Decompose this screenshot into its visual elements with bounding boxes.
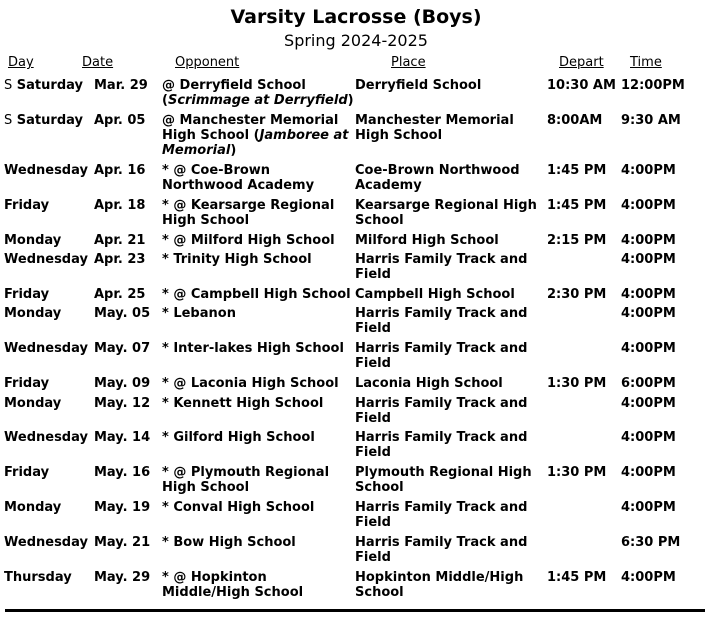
row-day: Friday bbox=[4, 287, 50, 302]
row-time: 4:00PM bbox=[621, 198, 676, 213]
row-time: 4:00PM bbox=[621, 252, 676, 267]
row-date: Apr. 16 bbox=[94, 163, 146, 178]
row-date: Apr. 23 bbox=[94, 252, 146, 267]
row-opponent: * @ Kearsarge Regional High School bbox=[162, 198, 335, 228]
row-day: Friday bbox=[4, 198, 50, 213]
row-date: May. 29 bbox=[94, 570, 151, 585]
table-row bbox=[4, 163, 691, 198]
row-depart: 2:15 PM bbox=[547, 233, 607, 248]
column-header-opponent: Opponent bbox=[175, 55, 240, 70]
row-place: Kearsarge Regional High School bbox=[355, 198, 537, 228]
row-opponent: @ Derryfield School bbox=[162, 78, 306, 93]
row-day: Wednesday bbox=[4, 430, 88, 445]
row-date: May. 07 bbox=[94, 341, 151, 356]
table-row bbox=[4, 287, 691, 306]
row-place: Milford High School bbox=[355, 233, 499, 248]
table-row bbox=[4, 376, 691, 396]
row-opponent: @ Manchester Memorial High School bbox=[162, 113, 339, 143]
row-opponent: * Lebanon bbox=[162, 306, 236, 321]
row-depart: 8:00AM bbox=[547, 113, 603, 128]
row-depart bbox=[547, 252, 621, 287]
row-depart bbox=[547, 430, 621, 465]
table-row bbox=[4, 198, 691, 233]
schedule-table bbox=[4, 78, 691, 600]
row-time: 4:00PM bbox=[621, 306, 676, 321]
row-opponent: * @ Laconia High School bbox=[162, 376, 339, 391]
row-opponent: * Trinity High School bbox=[162, 252, 312, 267]
table-row bbox=[4, 233, 691, 252]
row-opponent: * Conval High School bbox=[162, 500, 315, 515]
row-date: Mar. 29 bbox=[94, 78, 148, 93]
row-date: May. 19 bbox=[94, 500, 151, 515]
row-time: 4:00PM bbox=[621, 430, 676, 445]
table-row bbox=[4, 78, 691, 113]
row-opponent: * @ Campbell High School bbox=[162, 287, 351, 302]
table-row bbox=[4, 570, 691, 600]
row-date: May. 16 bbox=[94, 465, 151, 480]
page-title: Varsity Lacrosse (Boys) bbox=[230, 6, 482, 28]
row-day: Monday bbox=[4, 500, 62, 515]
row-day: Saturday bbox=[16, 113, 83, 128]
schedule-body bbox=[4, 78, 691, 600]
row-day: Monday bbox=[4, 233, 62, 248]
row-day: Saturday bbox=[16, 78, 83, 93]
row-opponent: * @ Coe-Brown Northwood Academy bbox=[162, 163, 315, 193]
row-date: Apr. 25 bbox=[94, 287, 146, 302]
row-depart bbox=[547, 306, 621, 341]
row-date: May. 09 bbox=[94, 376, 151, 391]
row-depart: 1:45 PM bbox=[547, 570, 607, 585]
row-time: 4:00PM bbox=[621, 341, 676, 356]
table-row bbox=[4, 500, 691, 535]
row-place: Plymouth Regional High School bbox=[355, 465, 532, 495]
row-day: Friday bbox=[4, 465, 50, 480]
row-depart bbox=[547, 535, 621, 570]
row-time: 6:00PM bbox=[621, 376, 676, 391]
row-time: 4:00PM bbox=[621, 465, 676, 480]
row-opponent: * @ Hopkinton Middle/High School bbox=[162, 570, 304, 600]
row-place: Harris Family Track and Field bbox=[355, 500, 528, 530]
row-place: Harris Family Track and Field bbox=[355, 396, 528, 426]
row-time: 4:00PM bbox=[621, 163, 676, 178]
row-date: May. 12 bbox=[94, 396, 151, 411]
column-header-depart: Depart bbox=[559, 55, 604, 70]
row-prefix: S bbox=[4, 113, 13, 128]
row-time: 4:00PM bbox=[621, 570, 676, 585]
table-row bbox=[4, 396, 691, 430]
row-prefix: S bbox=[4, 78, 13, 93]
row-place: Campbell High School bbox=[355, 287, 515, 302]
column-header-time: Time bbox=[630, 55, 662, 70]
table-row bbox=[4, 535, 691, 570]
row-depart bbox=[547, 396, 621, 430]
row-depart: 1:30 PM bbox=[547, 465, 607, 480]
row-date: Apr. 21 bbox=[94, 233, 146, 248]
row-opponent: * @ Milford High School bbox=[162, 233, 335, 248]
row-note: (Scrimmage at Derryfield) bbox=[162, 93, 354, 108]
row-date: May. 05 bbox=[94, 306, 151, 321]
table-row bbox=[4, 252, 691, 287]
row-time: 4:00PM bbox=[621, 500, 676, 515]
column-header-date: Date bbox=[82, 55, 114, 70]
row-place: Harris Family Track and Field bbox=[355, 252, 528, 282]
bottom-rule bbox=[5, 609, 705, 612]
row-place: Coe-Brown Northwood Academy bbox=[355, 163, 520, 193]
row-place: Harris Family Track and Field bbox=[355, 535, 528, 565]
row-opponent: * Bow High School bbox=[162, 535, 296, 550]
row-date: May. 21 bbox=[94, 535, 151, 550]
row-depart: 1:45 PM bbox=[547, 198, 607, 213]
row-date: Apr. 05 bbox=[94, 113, 146, 128]
row-note: (Jamboree at Memorial) bbox=[162, 128, 349, 158]
column-header-place: Place bbox=[391, 55, 426, 70]
row-time: 9:30 AM bbox=[621, 113, 681, 128]
row-time: 12:00PM bbox=[621, 78, 685, 93]
row-time: 4:00PM bbox=[621, 233, 676, 248]
row-place: Manchester Memorial High School bbox=[355, 113, 514, 143]
table-row bbox=[4, 113, 691, 163]
row-place: Laconia High School bbox=[355, 376, 503, 391]
row-day: Friday bbox=[4, 376, 50, 391]
row-date: Apr. 18 bbox=[94, 198, 146, 213]
row-depart: 2:30 PM bbox=[547, 287, 607, 302]
row-depart: 10:30 AM bbox=[547, 78, 616, 93]
row-place: Derryfield School bbox=[355, 78, 482, 93]
table-row bbox=[4, 306, 691, 341]
row-place: Harris Family Track and Field bbox=[355, 430, 528, 460]
row-opponent: * Inter-lakes High School bbox=[162, 341, 344, 356]
row-day: Monday bbox=[4, 396, 62, 411]
row-place: Harris Family Track and Field bbox=[355, 341, 528, 371]
row-time: 4:00PM bbox=[621, 287, 676, 302]
table-row bbox=[4, 430, 691, 465]
row-day: Thursday bbox=[4, 570, 72, 585]
row-day: Wednesday bbox=[4, 535, 88, 550]
row-opponent: * Kennett High School bbox=[162, 396, 324, 411]
row-depart bbox=[547, 500, 621, 535]
row-time: 6:30 PM bbox=[621, 535, 681, 550]
row-day: Wednesday bbox=[4, 163, 88, 178]
row-day: Wednesday bbox=[4, 341, 88, 356]
row-depart bbox=[547, 341, 621, 376]
page-subtitle: Spring 2024-2025 bbox=[284, 31, 428, 50]
table-row bbox=[4, 341, 691, 376]
column-header-day: Day bbox=[8, 55, 34, 70]
row-depart: 1:45 PM bbox=[547, 163, 607, 178]
table-row bbox=[4, 465, 691, 500]
row-date: May. 14 bbox=[94, 430, 151, 445]
row-depart: 1:30 PM bbox=[547, 376, 607, 391]
row-opponent: * @ Plymouth Regional High School bbox=[162, 465, 330, 495]
row-opponent: * Gilford High School bbox=[162, 430, 315, 445]
row-place: Harris Family Track and Field bbox=[355, 306, 528, 336]
row-time: 4:00PM bbox=[621, 396, 676, 411]
row-day: Monday bbox=[4, 306, 62, 321]
row-day: Wednesday bbox=[4, 252, 88, 267]
row-place: Hopkinton Middle/High School bbox=[355, 570, 524, 600]
